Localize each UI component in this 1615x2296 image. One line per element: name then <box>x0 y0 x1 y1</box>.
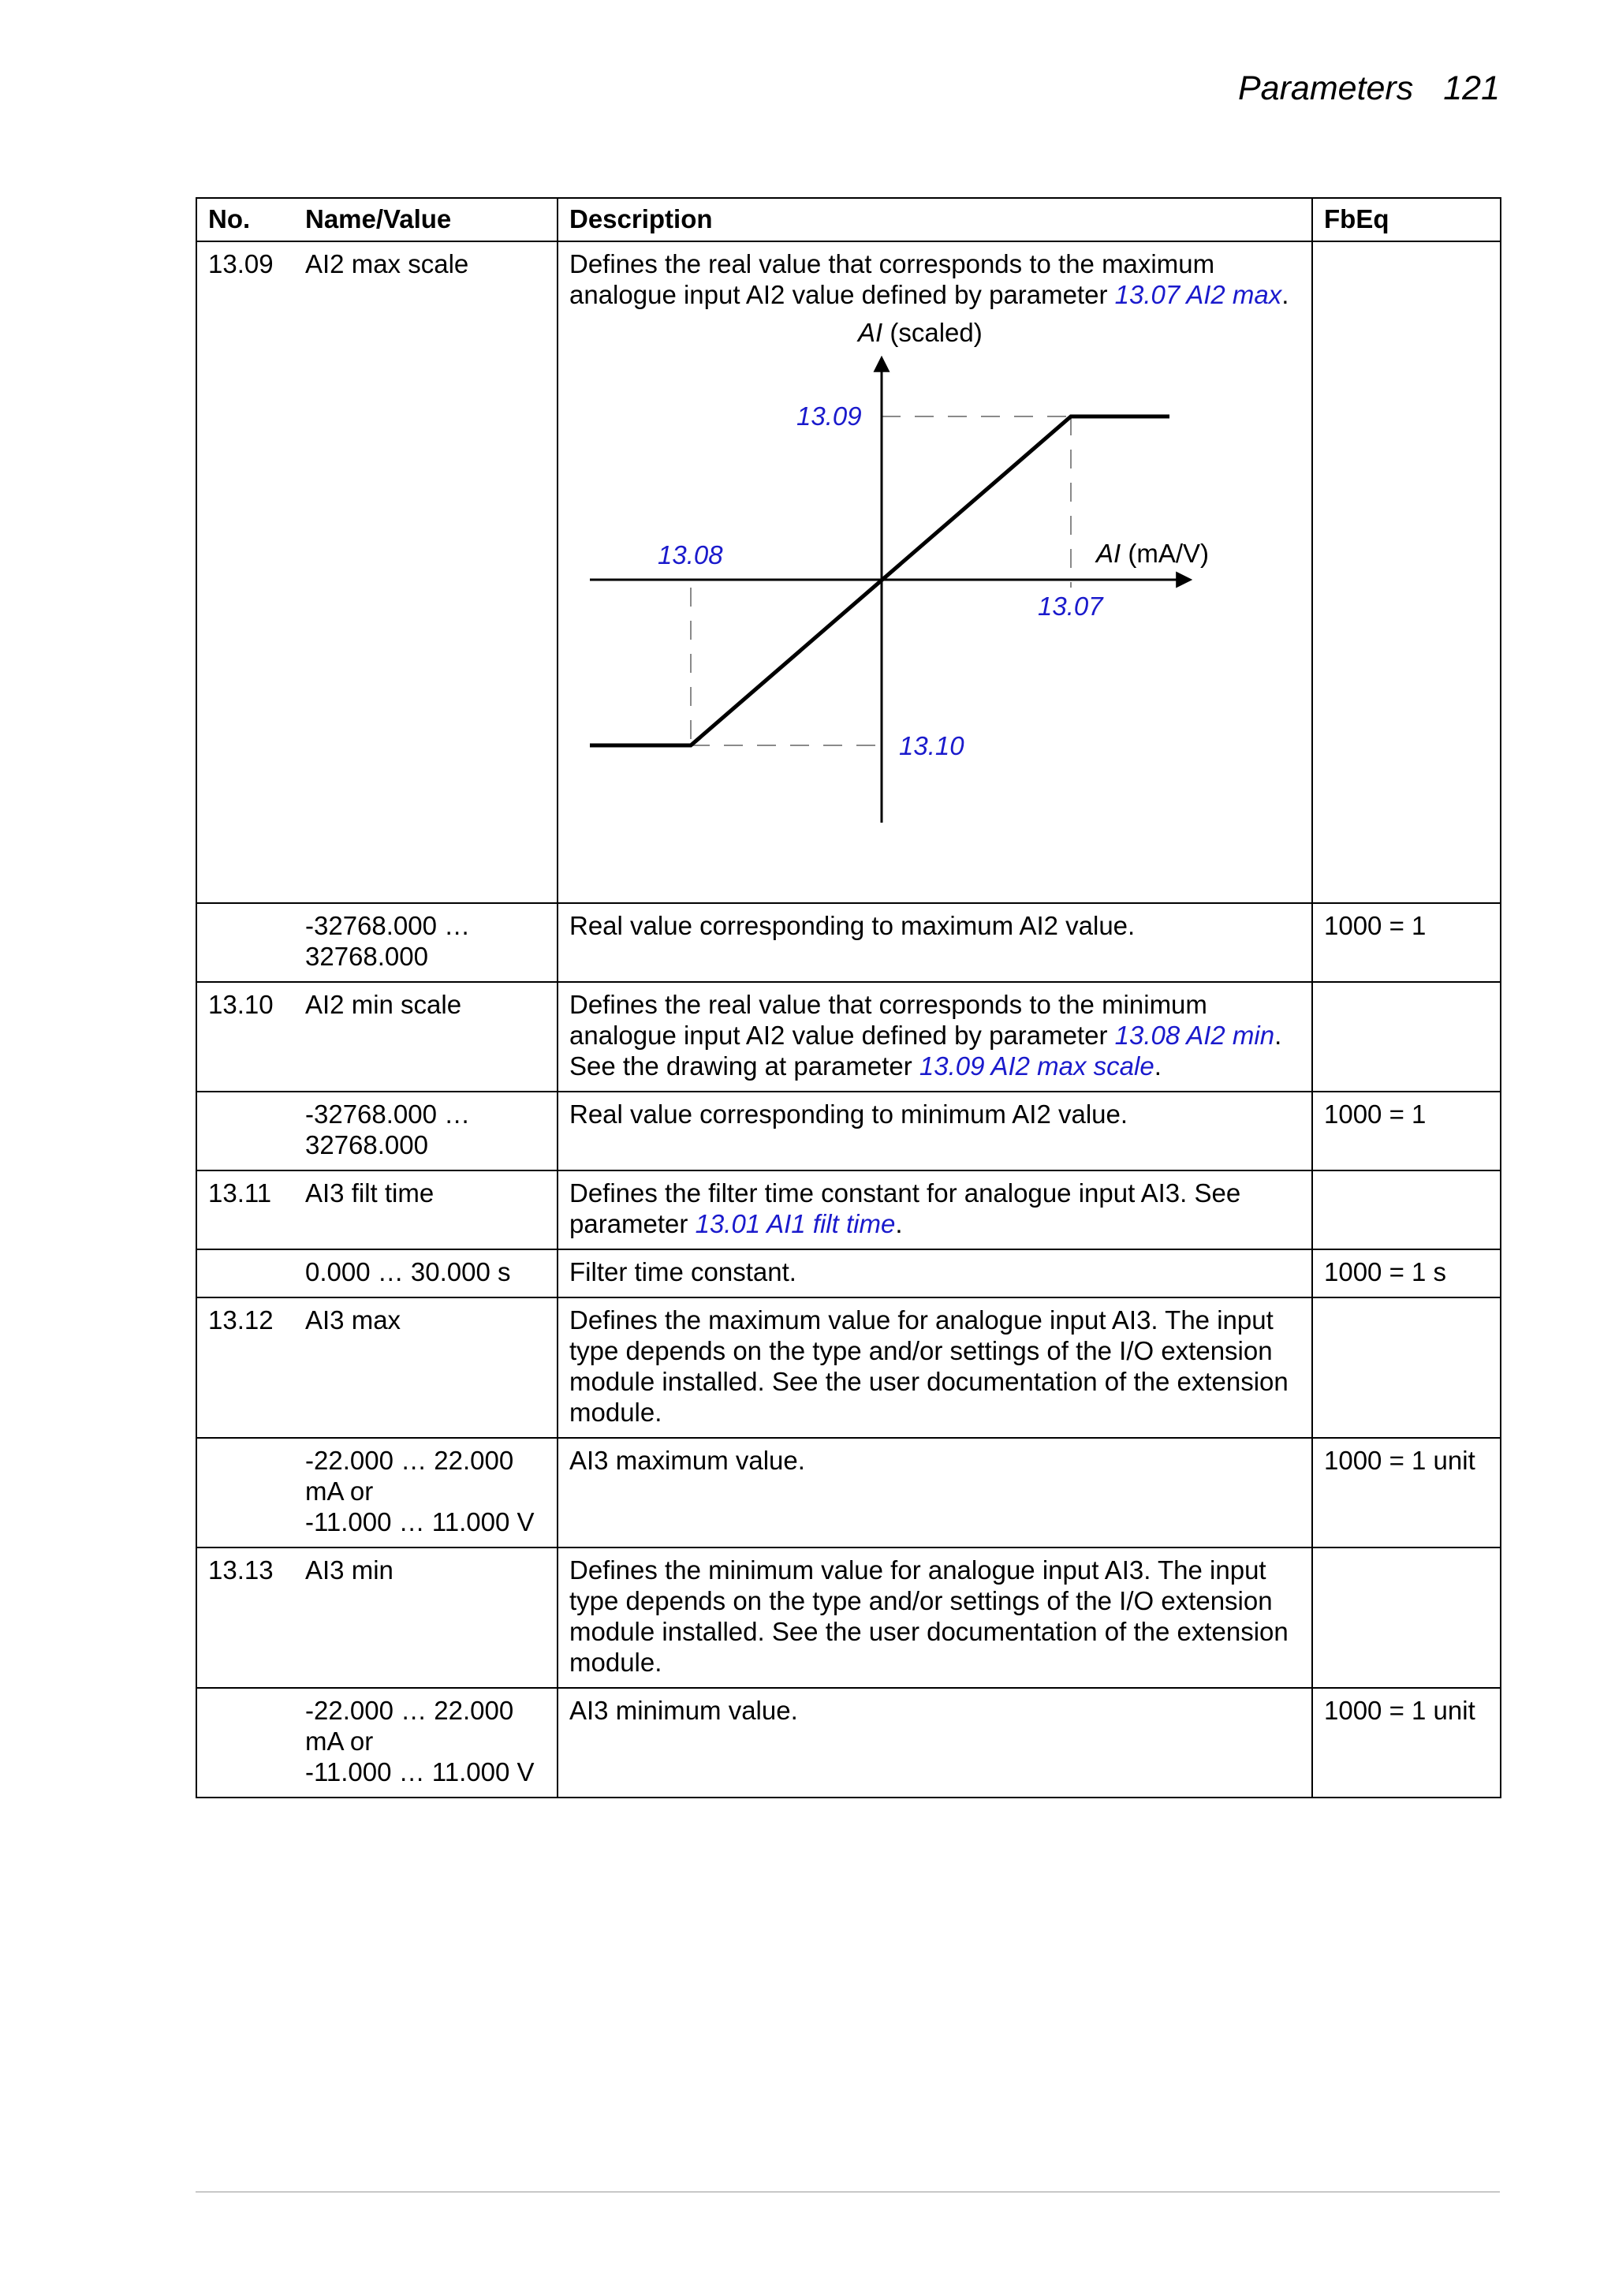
param-number: 13.10 <box>196 982 294 1092</box>
description-text: Defines the real value that corresponds to the minimum analogue input AI2 value defined by parameter <box>569 990 1207 1050</box>
table-row <box>196 903 1501 982</box>
param-number: 13.09 <box>196 241 294 903</box>
table-row <box>196 1297 1501 1438</box>
param-description: Real value corresponding to maximum AI2 value. <box>558 903 1312 982</box>
description-text: Defines the real value that corresponds to the maximum analogue input AI2 value defined by parameter <box>569 249 1215 309</box>
description-text: . <box>1281 280 1289 309</box>
table-header-row <box>196 198 1501 241</box>
param-range: 0.000 … 30.000 s <box>294 1249 558 1297</box>
table-row <box>196 241 1501 903</box>
param-description: Real value corresponding to minimum AI2 value. <box>558 1092 1312 1170</box>
table-row <box>196 1170 1501 1249</box>
label-13-07: 13.07 <box>1038 592 1103 621</box>
param-range: -32768.000 … 32768.000 <box>294 1092 558 1170</box>
param-number <box>196 1688 294 1798</box>
param-name: AI2 max scale <box>294 241 558 903</box>
param-description: Filter time constant. <box>558 1249 1312 1297</box>
param-fbeq: 1000 = 1 <box>1312 903 1501 982</box>
section-title: Parameters <box>1238 69 1414 107</box>
param-name: AI3 max <box>294 1297 558 1438</box>
param-number <box>196 1092 294 1170</box>
param-range: -22.000 … 22.000 mA or -11.000 … 11.000 V <box>294 1438 558 1547</box>
param-fbeq <box>1312 1297 1501 1438</box>
footer-rule <box>196 2191 1500 2193</box>
param-fbeq <box>1312 1547 1501 1688</box>
param-description <box>558 982 1312 1092</box>
param-fbeq <box>1312 1170 1501 1249</box>
column-header-no: No. <box>196 198 294 241</box>
param-link-13-08[interactable]: 13.08 AI2 min <box>1114 1021 1275 1050</box>
table-row <box>196 1249 1501 1297</box>
param-name: AI3 min <box>294 1547 558 1688</box>
param-fbeq <box>1312 241 1501 903</box>
param-fbeq: 1000 = 1 unit <box>1312 1688 1501 1798</box>
description-text: . <box>895 1209 903 1238</box>
param-name: AI2 min scale <box>294 982 558 1092</box>
param-number <box>196 903 294 982</box>
param-link-13-09[interactable]: 13.09 AI2 max scale <box>919 1051 1154 1081</box>
scaling-diagram <box>558 310 1268 838</box>
column-header-description: Description <box>558 198 1312 241</box>
table-row <box>196 1092 1501 1170</box>
column-header-name-value: Name/Value <box>294 198 558 241</box>
label-13-08: 13.08 <box>658 540 723 569</box>
param-number <box>196 1438 294 1547</box>
param-fbeq: 1000 = 1 <box>1312 1092 1501 1170</box>
param-fbeq <box>1312 982 1501 1092</box>
param-number: 13.11 <box>196 1170 294 1249</box>
description-text: Defines the filter time constant for analogue input AI3. See parameter <box>569 1178 1241 1238</box>
param-name: AI3 filt time <box>294 1170 558 1249</box>
param-description: AI3 minimum value. <box>558 1688 1312 1798</box>
parameter-table <box>196 197 1501 1798</box>
table-row <box>196 982 1501 1092</box>
param-range: -32768.000 … 32768.000 <box>294 903 558 982</box>
table-row <box>196 1438 1501 1547</box>
description-text: . See the drawing at parameter <box>569 1021 1282 1081</box>
page-number: 121 <box>1443 69 1500 107</box>
param-description <box>558 1170 1312 1249</box>
table-row <box>196 1547 1501 1688</box>
param-link-13-01[interactable]: 13.01 AI1 filt time <box>695 1209 896 1238</box>
description-text: . <box>1154 1051 1162 1081</box>
x-axis-label: AI (mA/V) <box>1096 539 1210 568</box>
param-number <box>196 1249 294 1297</box>
param-fbeq: 1000 = 1 unit <box>1312 1438 1501 1547</box>
param-number: 13.12 <box>196 1297 294 1438</box>
y-axis-label: AI (scaled) <box>858 318 983 347</box>
column-header-fbeq: FbEq <box>1312 198 1501 241</box>
param-description: AI3 maximum value. <box>558 1438 1312 1547</box>
param-description: Defines the minimum value for analogue input AI3. The input type depends on the type and/or settings of the I/O extension module installed. See the user documentation of the extension module. <box>558 1547 1312 1688</box>
param-description <box>558 241 1312 903</box>
page-header <box>1238 66 1500 110</box>
scaling-diagram-svg <box>558 310 1268 838</box>
label-13-09: 13.09 <box>796 401 862 431</box>
param-range: -22.000 … 22.000 mA or -11.000 … 11.000 V <box>294 1688 558 1798</box>
label-13-10: 13.10 <box>899 731 964 760</box>
param-link-13-07[interactable]: 13.07 AI2 max <box>1114 280 1282 309</box>
table-row <box>196 1688 1501 1798</box>
param-fbeq: 1000 = 1 s <box>1312 1249 1501 1297</box>
param-number: 13.13 <box>196 1547 294 1688</box>
param-description: Defines the maximum value for analogue input AI3. The input type depends on the type and/or settings of the I/O extension module installed. See the user documentation of the extension module. <box>558 1297 1312 1438</box>
